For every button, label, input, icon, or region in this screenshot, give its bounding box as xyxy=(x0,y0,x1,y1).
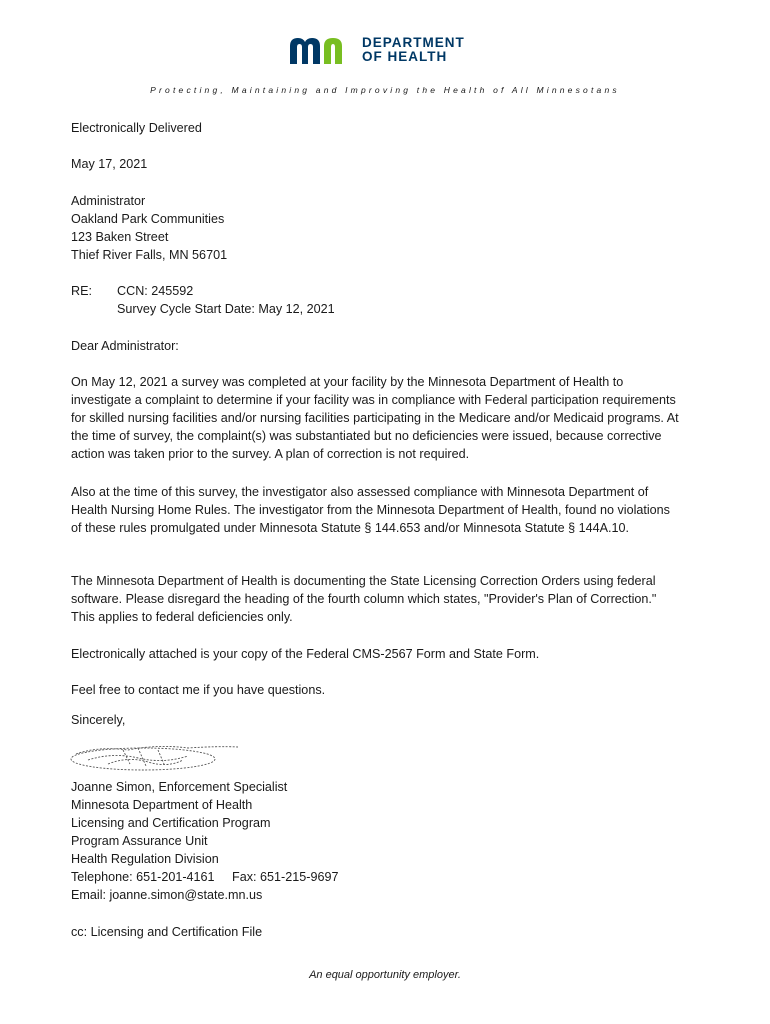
signer-line: Minnesota Department of Health xyxy=(71,798,253,812)
address-line: Administrator xyxy=(71,194,146,208)
paragraph-software: The Minnesota Department of Health is documenting the State Licensing Correction Orders using federal software. Please disregard the heading of the fourth column which states, "Provider's Plan of Correction." This applies to federal deficiencies only. xyxy=(71,574,657,624)
signer-line: Health Regulation Division xyxy=(71,852,219,866)
address-line: Oakland Park Communities xyxy=(71,212,225,226)
re-label: RE: xyxy=(71,284,92,298)
paragraph-rules: Also at the time of this survey, the investigator also assessed compliance with Minnesota Department of Health Nursing Home Rules. The investigator from the Minnesota Department of Health, found no violations of these rules promulgated under Minnesota Statute § 144.653 and/or Minnesota Statute § 144A.10. xyxy=(71,485,670,535)
paragraph-attached: Electronically attached is your copy of the Federal CMS-2567 Form and State Form. xyxy=(71,647,540,661)
signer-line: Program Assurance Unit xyxy=(71,834,208,848)
re-survey-date: Survey Cycle Start Date: May 12, 2021 xyxy=(117,302,335,316)
tagline: Protecting, Maintaining and Improving the Health of All Minnesotans xyxy=(150,85,620,95)
cc-line: cc: Licensing and Certification File xyxy=(71,925,263,939)
signature-icon xyxy=(68,742,243,772)
address-line: Thief River Falls, MN 56701 xyxy=(71,248,228,262)
salutation: Dear Administrator: xyxy=(71,339,179,353)
delivery-method: Electronically Delivered xyxy=(71,121,202,135)
address-line: 123 Baken Street xyxy=(71,230,169,244)
signer-phone-fax: Telephone: 651-201-4161 Fax: 651-215-9697 xyxy=(71,870,339,884)
closing: Sincerely, xyxy=(71,713,126,727)
paragraph-contact: Feel free to contact me if you have questions. xyxy=(71,683,326,697)
mn-logo-icon xyxy=(290,34,356,64)
handwritten-signature xyxy=(68,742,243,777)
mdh-logo xyxy=(290,34,465,68)
paragraph-survey: On May 12, 2021 a survey was completed at your facility by the Minnesota Department of Health to investigate a complaint to determine if your facility was in compliance with Federal participation requirements for skilled nursing facilities and/or nursing facilities participating in the Medicare and/or Medicaid programs. At the time of survey, the complaint(s) was substantiated but no deficiencies were issued, because corrective action was taken prior to the survey. A plan of correction is not required. xyxy=(71,375,679,461)
org-name-line1: DEPARTMENT xyxy=(362,35,465,50)
signer-line: Licensing and Certification Program xyxy=(71,816,271,830)
org-name-line2: OF HEALTH xyxy=(362,49,448,64)
re-ccn: CCN: 245592 xyxy=(117,284,194,298)
org-name xyxy=(362,36,465,64)
letter-date: May 17, 2021 xyxy=(71,157,148,171)
signer-line: Joanne Simon, Enforcement Specialist xyxy=(71,780,288,794)
footer-note: An equal opportunity employer. xyxy=(309,969,461,981)
signer-email: Email: joanne.simon@state.mn.us xyxy=(71,888,263,902)
